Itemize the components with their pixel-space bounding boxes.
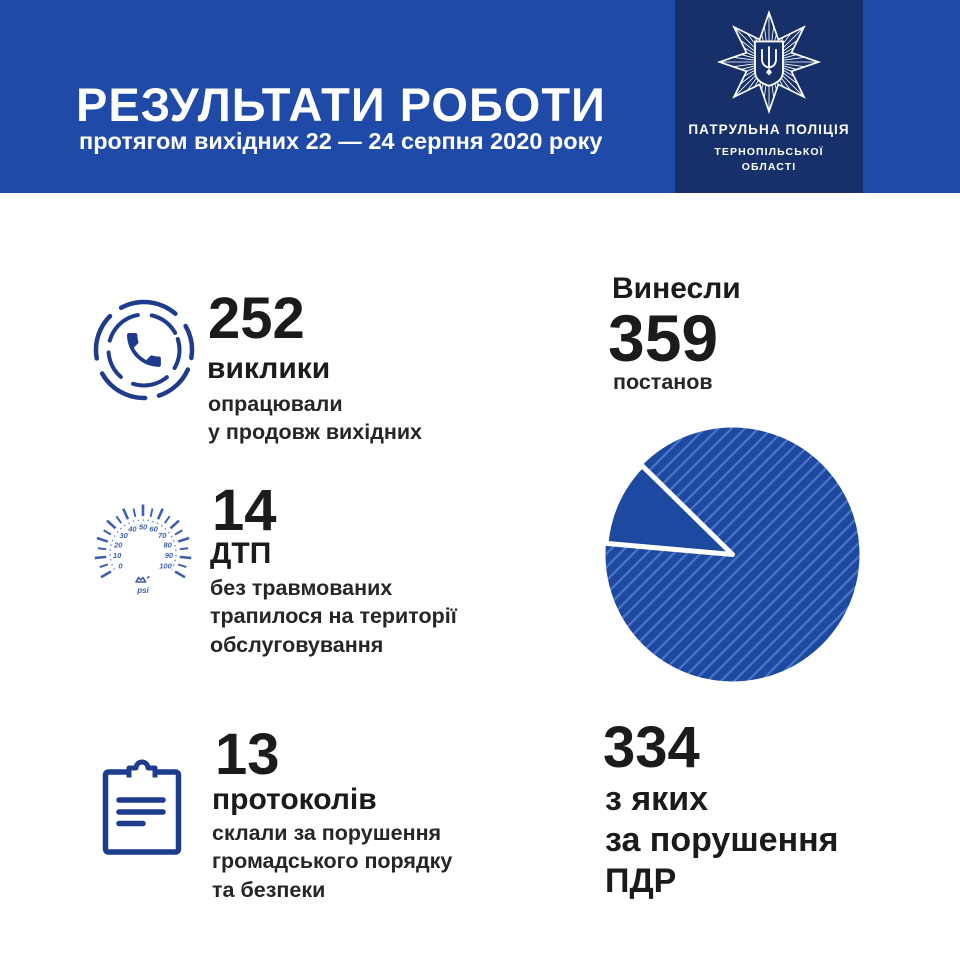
stat-accidents-label: ДТП	[210, 537, 272, 570]
svg-text:10: 10	[112, 551, 122, 561]
stat-accidents-value: 14	[212, 478, 277, 543]
clipboard-icon	[100, 756, 184, 856]
oil-symbol	[136, 577, 150, 583]
stat-protocols-value: 13	[215, 722, 280, 787]
phone-icon	[90, 296, 198, 404]
header-banner	[0, 0, 960, 193]
svg-text:60: 60	[149, 524, 158, 534]
police-logo-panel	[675, 0, 863, 193]
svg-text:100: 100	[159, 561, 172, 571]
org-name-line2: ТЕРНОПІЛЬСЬКОЇ	[714, 146, 824, 158]
stat-calls-description: опрацювали у продовж вихідних	[208, 392, 423, 445]
breakdown-value: 334	[603, 715, 700, 780]
page-subtitle: протягом вихідних 22 — 24 серпня 2020 року	[79, 127, 603, 154]
stat-protocols-description: склали за порушення громадського порядку та безпеки	[212, 821, 453, 902]
svg-text:50: 50	[138, 522, 148, 532]
svg-text:80: 80	[163, 540, 172, 550]
stat-accidents-description: без травмованих трапилося на території обслуговування	[210, 576, 457, 657]
page-title: РЕЗУЛЬТАТИ РОБОТИ	[76, 78, 606, 132]
stat-calls-label: виклики	[207, 352, 331, 385]
breakdown-text: з яких за порушення ПДР	[605, 780, 839, 900]
svg-text:90: 90	[164, 551, 174, 561]
resolutions-value: 359	[608, 301, 719, 375]
svg-text:0: 0	[118, 561, 123, 571]
org-name-line1: ПАТРУЛЬНА ПОЛІЦІЯ	[688, 122, 850, 137]
resolutions-pie-chart	[601, 423, 864, 686]
police-star-icon	[713, 6, 825, 118]
svg-text:70: 70	[158, 531, 167, 541]
resolutions-unit: постанов	[613, 370, 713, 394]
resolutions-intro: Винесли	[612, 272, 741, 305]
org-name-line3: ОБЛАСТІ	[741, 161, 797, 173]
svg-text:30: 30	[119, 531, 128, 541]
stat-protocols-label: протоколів	[212, 783, 377, 816]
svg-text:40: 40	[128, 524, 137, 534]
gauge-unit-label: psi	[137, 586, 149, 595]
svg-text:20: 20	[114, 540, 123, 550]
pressure-gauge-icon	[84, 498, 202, 604]
stat-calls-value: 252	[208, 286, 305, 351]
